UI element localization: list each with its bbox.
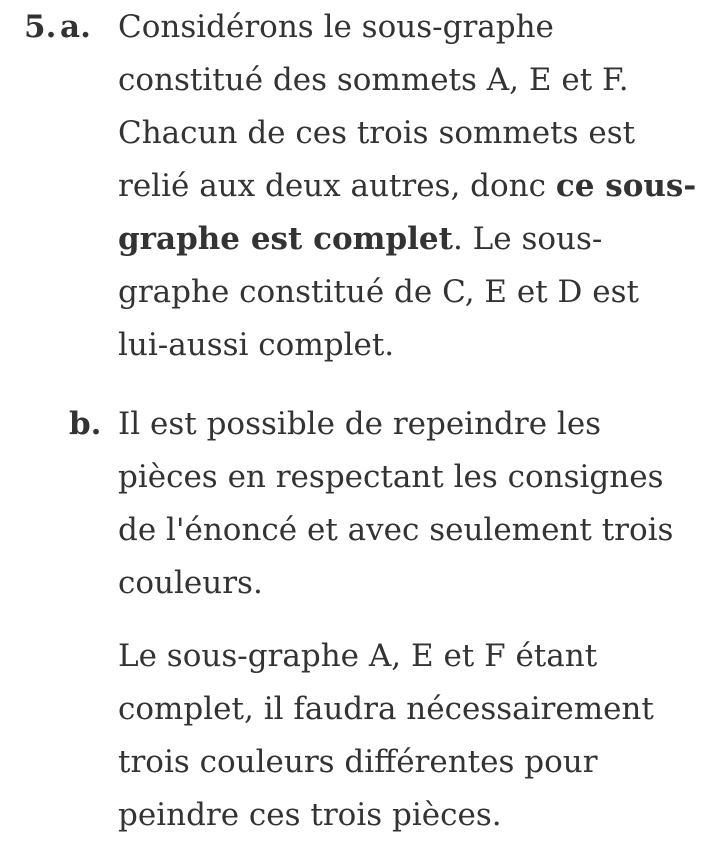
item-5-part-b: [0, 398, 720, 610]
part-a-text-2: . Le sous-graphe constitué de C, E et D est lui-aussi complet.: [118, 221, 639, 363]
part-b-label: b.: [69, 406, 102, 442]
item-5-part-a: [0, 1, 720, 372]
part-a-text-1: Considérons le sous-graphe constitué des sommets A, E et F. Chacun de ces trois sommets est relié aux deux autres, donc: [118, 9, 636, 204]
part-b-paragraph-2: Le sous-graphe A, E et F étant complet, il faudra nécessairement trois couleurs différentes pour peindre ces trois pièces.: [118, 638, 654, 833]
part-a-label: a.: [60, 9, 91, 45]
part-a-text: [118, 1, 698, 372]
part-b-paragraph-1: Il est possible de repeindre les pièces en respectant les consignes de l'énoncé et avec seulement trois couleurs.: [118, 406, 674, 601]
part-a-bold-text: ce sous-graphe est complet: [118, 168, 697, 257]
item-number: 5.: [24, 9, 57, 45]
